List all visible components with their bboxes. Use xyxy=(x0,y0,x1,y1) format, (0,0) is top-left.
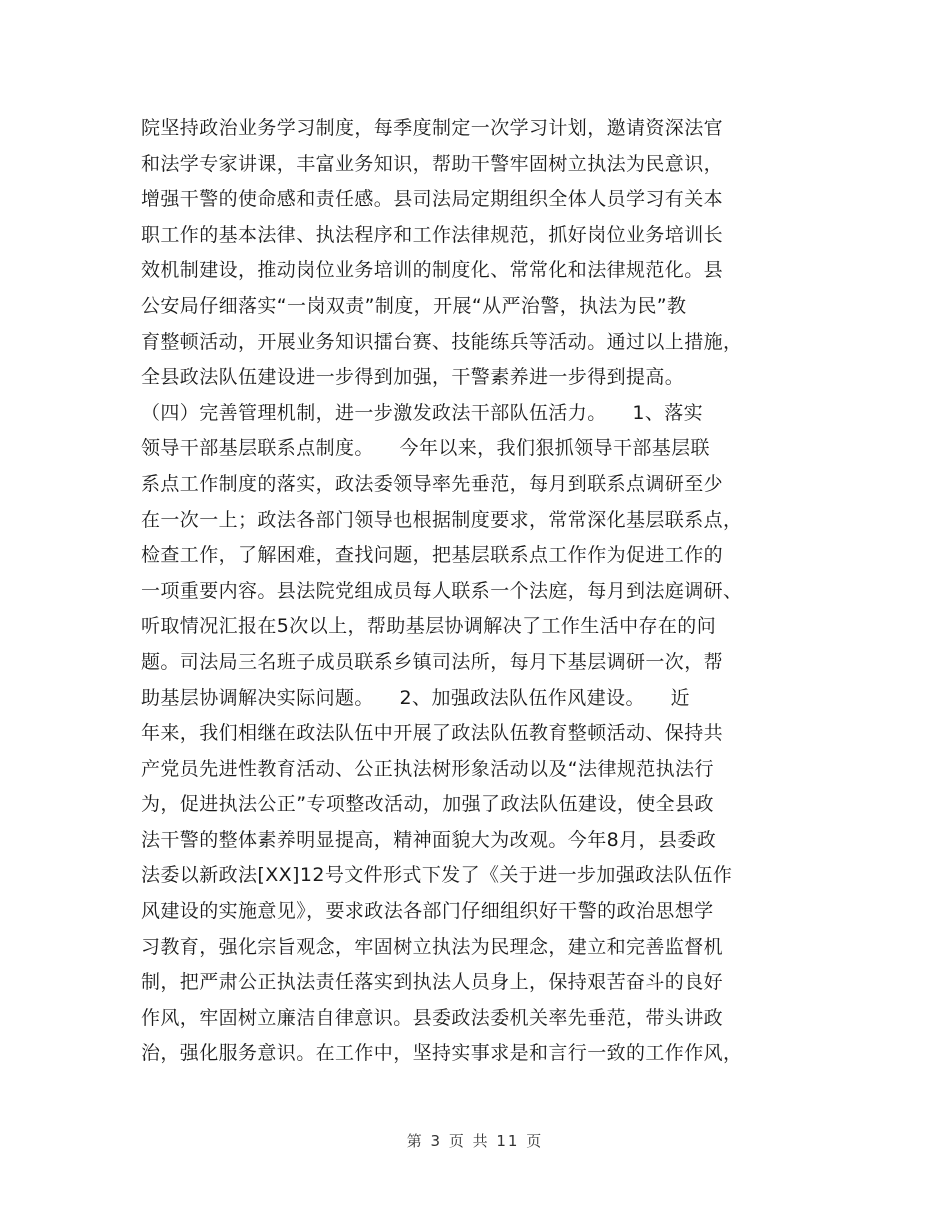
text-line: 系点工作制度的落实，政法委领导率先垂范，每月到联系点调研至少 xyxy=(141,472,724,495)
text-line: 风建设的实施意见》，要求政法各部门仔细组织好干警的政治思想学 xyxy=(141,900,714,923)
text-line: 法委以新政法[XX]12号文件形式下发了《关于进一步加强政法队伍作 xyxy=(141,864,733,887)
text-line: 作风，牢固树立廉洁自律意识。县委政法委机关率先垂范，带头讲政 xyxy=(141,1006,724,1029)
text-line: 院坚持政治业务学习制度，每季度制定一次学习计划，邀请资深法官 xyxy=(141,117,724,139)
text-line: 职工作的基本法律、执法程序和工作法律规范，抓好岗位业务培训长 xyxy=(141,223,724,246)
text-line: 检查工作，了解困难，查找问题，把基层联系点工作作为促进工作的 xyxy=(141,544,724,567)
text-line: 为，促进执法公正”专项整改活动，加强了政法队伍建设，使全县政 xyxy=(141,793,714,816)
text-line: 和法学专家讲课，丰富业务知识，帮助干警牢固树立执法为民意识， xyxy=(141,152,724,175)
text-line: 育整顿活动，开展业务知识擂台赛、技能练兵等活动。通过以上措施， xyxy=(141,330,743,353)
text-line: 一项重要内容。县法院党组成员每人联系一个法庭，每月到法庭调研、 xyxy=(141,579,743,602)
text-line: 全县政法队伍建设进一步得到加强，干警素养进一步得到提高。 xyxy=(141,366,685,389)
text-line: 题。司法局三名班子成员联系乡镇司法所，每月下基层调研一次，帮 xyxy=(141,650,724,673)
text-line: 公安局仔细落实“一岗双责”制度，开展“从严治警，执法为民”教 xyxy=(141,294,687,317)
text-line: 年来，我们相继在政法队伍中开展了政法队伍教育整顿活动、保持共 xyxy=(141,722,724,745)
text-line: 制，把严肃公正执法责任落实到执法人员身上，保持艰苦奋斗的良好 xyxy=(141,971,724,994)
text-line: （四）完善管理机制，进一步激发政法干部队伍活力。 1、落实 xyxy=(141,401,704,424)
text-line: 治，强化服务意识。在工作中，坚持实事求是和言行一致的工作作风， xyxy=(141,1042,743,1065)
text-line: 产党员先进性教育活动、公正执法树形象活动以及“法律规范执法行 xyxy=(141,757,714,780)
body-text xyxy=(141,111,831,1072)
text-line: 听取情况汇报在5次以上，帮助基层协调解决了工作生活中存在的问 xyxy=(141,615,717,638)
text-line: 助基层协调解决实际问题。 2、加强政法队伍作风建设。 近 xyxy=(141,686,691,709)
text-line: 领导干部基层联系点制度。 今年以来，我们狠抓领导干部基层联 xyxy=(141,437,710,460)
text-line: 习教育，强化宗旨观念，牢固树立执法为民理念，建立和完善监督机 xyxy=(141,935,724,958)
page-footer xyxy=(0,1130,950,1151)
page-number-label: 第 3 页 共 11 页 xyxy=(406,1132,544,1150)
text-line: 效机制建设，推动岗位业务培训的制度化、常常化和法律规范化。县 xyxy=(141,259,724,282)
text-line: 在一次一上；政法各部门领导也根据制度要求，常常深化基层联系点， xyxy=(141,508,743,531)
text-line: 增强干警的使命感和责任感。县司法局定期组织全体人员学习有关本 xyxy=(141,188,724,211)
text-line: 法干警的整体素养明显提高，精神面貌大为改观。今年8月，县委政 xyxy=(141,828,717,851)
